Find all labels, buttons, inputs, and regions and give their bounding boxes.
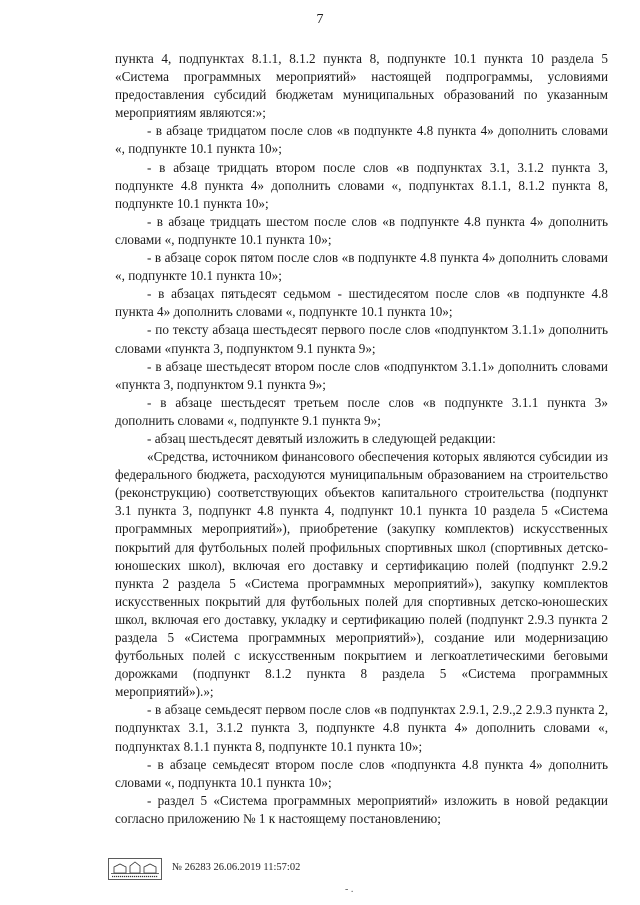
- paragraph-14: - раздел 5 «Система программных мероприятий» изложить в новой редакции согласно приложению № 1 к настоящему постановлению;: [115, 792, 608, 826]
- paragraph-2: - в абзаце тридцатом после слов «в подпункте 4.8 пункта 4» дополнить словами «, подпункте 10.1 пункта 10»;: [115, 123, 608, 157]
- paragraph-6: - в абзацах пятьдесят седьмом - шестидесятом после слов «в подпункте 4.8 пункта 4» дополнить словами «, подпункте 10.1 пункта 10»;: [115, 286, 608, 320]
- page-number: 7: [316, 12, 324, 27]
- paragraph-8: - в абзаце шестьдесят втором после слов «подпунктом 3.1.1» дополнить словами «пункта 3, подпунктом 9.1 пункта 9»;: [115, 358, 608, 392]
- paragraph-3: - в абзаце тридцать втором после слов «в подпунктах 3.1, 3.1.2 пункта 3, подпункте 4.8 пункта 4» дополнить словами «, подпунктах 8.1.1, 8.1.2 пункта 8, подпункте 10.1 пункта 10»;: [115, 159, 608, 211]
- paragraph-5: - в абзаце сорок пятом после слов «в подпункте 4.8 пункта 4» дополнить словами «, подпункте 10.1 пункта 10»;: [115, 250, 608, 284]
- paragraph-1: пункта 4, подпунктах 8.1.1, 8.1.2 пункта 8, подпункте 10.1 пункта 10 раздела 5 «Система программных мероприятий» настоящей подпрограммы, условиями предоставления субсидий бюджетам муниципальных образований по указанным мероприятиям являются:»;: [115, 51, 608, 121]
- paragraph-13: - в абзаце семьдесят втором после слов «подпункта 4.8 пункта 4» дополнить словами «, подпункта 10.1 пункта 10»;: [115, 756, 608, 790]
- scan-mark: - .: [345, 884, 354, 895]
- registration-number: № 26283 26.06.2019 11:57:02: [172, 862, 301, 873]
- building-logo-icon: [108, 858, 162, 880]
- footer: [108, 858, 368, 884]
- paragraph-7: - по тексту абзаца шестьдесят первого после слов «подпунктом 3.1.1» дополнить словами «пункта 3, подпунктом 9.1 пункта 9»;: [115, 322, 608, 356]
- paragraph-4: - в абзаце тридцать шестом после слов «в подпункте 4.8 пункта 4» дополнить словами «, подпункте 10.1 пункта 10»;: [115, 213, 608, 247]
- document-body: [115, 50, 608, 828]
- paragraph-9: - в абзаце шестьдесят третьем после слов «в подпункте 3.1.1 пункта 3» дополнить словами «, подпункте 9.1 пункта 9»;: [115, 394, 608, 428]
- paragraph-10: - абзац шестьдесят девятый изложить в следующей редакции:: [147, 430, 496, 446]
- paragraph-11-quoted: «Средства, источником финансового обеспечения которых являются субсидии из федерального бюджета, расходуются муниципальным образованием на строительство (реконструкцию) соответствующих объектов капитального строительства (подпункт 3.1 пункта 3, подпункт 4.8 пункта 4, подпункт 10.1 пункта 10 раздела 5 «Система программных мероприятий»), приобретение (закупку комплектов) искусственных покрытий для футбольных полей профильных спортивных школ (спортивных детско-юношеских школ), включая его доставку и сертификацию полей (подпункт 2.9.2 пункта 2 раздела 5 «Система программных мероприятий»), закупку комплектов искусственных покрытий для футбольных полей для спортивных детско-юношеских школ, включая его доставку, укладку и сертификацию полей (подпункт 2.9.3 пункта 2 раздела 5 «Система программных мероприятий»), создание или модернизацию футбольных полей с искусственным покрытием и легкоатлетическими беговыми дорожками (подпункт 8.1.2 пункта 8 раздела 5 «Система программных мероприятий»).»;: [115, 449, 608, 700]
- paragraph-12: - в абзаце семьдесят первом после слов «в подпунктах 2.9.1, 2.9.,2 2.9.3 пункта 2, подпунктах 3.1, 3.1.2 пункта 3, подпункте 4.8 пункта 4» дополнить словами «, подпунктах 8.1.1 пункта 8, подпункте 10.1 пункта 10»;: [115, 702, 608, 754]
